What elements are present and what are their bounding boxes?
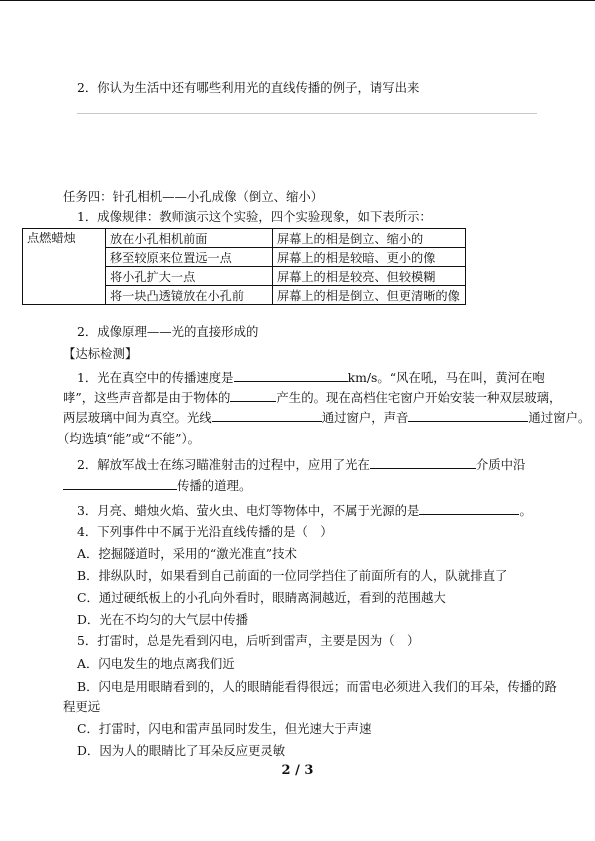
table-row bbox=[23, 229, 466, 248]
fill-blank[interactable] bbox=[63, 477, 177, 490]
q4-option-d: D．光在不均匀的大气层中传播 bbox=[77, 612, 249, 627]
principle: 2．成像原理——光的直接形成的 bbox=[77, 324, 259, 339]
table-cell-result: 屏幕上的相是较亮、但较模糊 bbox=[273, 267, 466, 286]
q4-stem: 4．下列事件中不属于光沿直线传播的是（ ） bbox=[77, 524, 333, 539]
table-cell-action: 将一块凸透镜放在小孔前 bbox=[106, 286, 273, 305]
check-heading: 【达标检测】 bbox=[63, 346, 138, 361]
fill-blank[interactable] bbox=[408, 409, 528, 422]
q5-stem: 5．打雷时，总是先看到闪电，后听到雷声，主要是因为（ ） bbox=[77, 633, 420, 648]
q5-option-d: D．因为人的眼睛比了耳朵反应更灵敏 bbox=[77, 743, 286, 758]
question-example: 2．你认为生活中还有哪些利用光的直线传播的例子，请写出来 bbox=[77, 80, 420, 95]
table-cell-action: 将小孔扩大一点 bbox=[106, 267, 273, 286]
page-top-border bbox=[0, 0, 595, 1]
rule-intro: 1．成像规律：教师演示这个实验，四个实验现象，如下表所示： bbox=[77, 209, 432, 224]
fill-blank[interactable] bbox=[212, 409, 322, 422]
table-cell-action: 移至较原来位置远一点 bbox=[106, 248, 273, 267]
table-cell-action: 放在小孔相机前面 bbox=[106, 229, 273, 248]
fill-blank[interactable] bbox=[234, 369, 348, 382]
q5-option-b: B．闪电是用眼睛看到的，人的眼睛能看得很远；而雷电必须进入我们的耳朵，传播的路 bbox=[77, 679, 557, 694]
fill-blank[interactable] bbox=[419, 502, 519, 515]
q1-line2: 哮”，这些声音都是由于物体的 产生的。现在高档住宅窗户开始安装一种双层玻璃， bbox=[63, 390, 562, 405]
table-cell-result: 屏幕上的相是较暗、更小的像 bbox=[273, 248, 466, 267]
table-cell-subject: 点燃蜡烛 bbox=[23, 229, 106, 305]
q4-option-b: B．排纵队时，如果看到自己前面的一位同学挡住了前面所有的人，队就排直了 bbox=[77, 568, 508, 583]
fill-blank[interactable] bbox=[230, 389, 276, 402]
q2-line2: 传播的道理。 bbox=[63, 477, 251, 494]
table-cell-result: 屏幕上的相是倒立、缩小的 bbox=[273, 229, 466, 248]
q1-line1: 1．光在真空中的传播速度是 km/s。“风在吼，马在叫，黄河在咆 bbox=[77, 370, 545, 385]
experiment-table bbox=[22, 228, 466, 305]
q5-option-a: A．闪电发生的地点离我们近 bbox=[77, 656, 235, 671]
q5-option-b-cont: 程更远 bbox=[63, 699, 101, 714]
task4-title: 任务四：针孔相机——小孔成像（倒立、缩小） bbox=[63, 189, 324, 204]
answer-line bbox=[77, 113, 537, 114]
fill-blank[interactable] bbox=[370, 456, 476, 469]
q5-option-c: C．打雷时，闪电和雷声虽同时发生，但光速大于声速 bbox=[77, 721, 372, 736]
q1-line4: （均选填“能”或“不能”）。 bbox=[57, 431, 201, 446]
q1-line3: 两层玻璃中间为真空。光线 通过窗户，声音 通过窗户。 bbox=[63, 410, 591, 425]
q3-line: 3．月亮、蜡烛火焰、萤火虫、电灯等物体中，不属于光源的是 。 bbox=[77, 503, 532, 518]
table-cell-result: 屏幕上的相是倒立、但更清晰的像 bbox=[273, 286, 466, 305]
page-number: 2 / 3 bbox=[281, 763, 314, 778]
q4-option-c: C．通过硬纸板上的小孔向外看时，眼睛离洞越近，看到的范围越大 bbox=[77, 590, 446, 605]
q2-line1: 2．解放军战士在练习瞄准射击的过程中，应用了光在 介质中沿 bbox=[77, 457, 526, 472]
q4-option-a: A．挖掘隧道时，采用的“激光准直”技术 bbox=[77, 546, 297, 561]
